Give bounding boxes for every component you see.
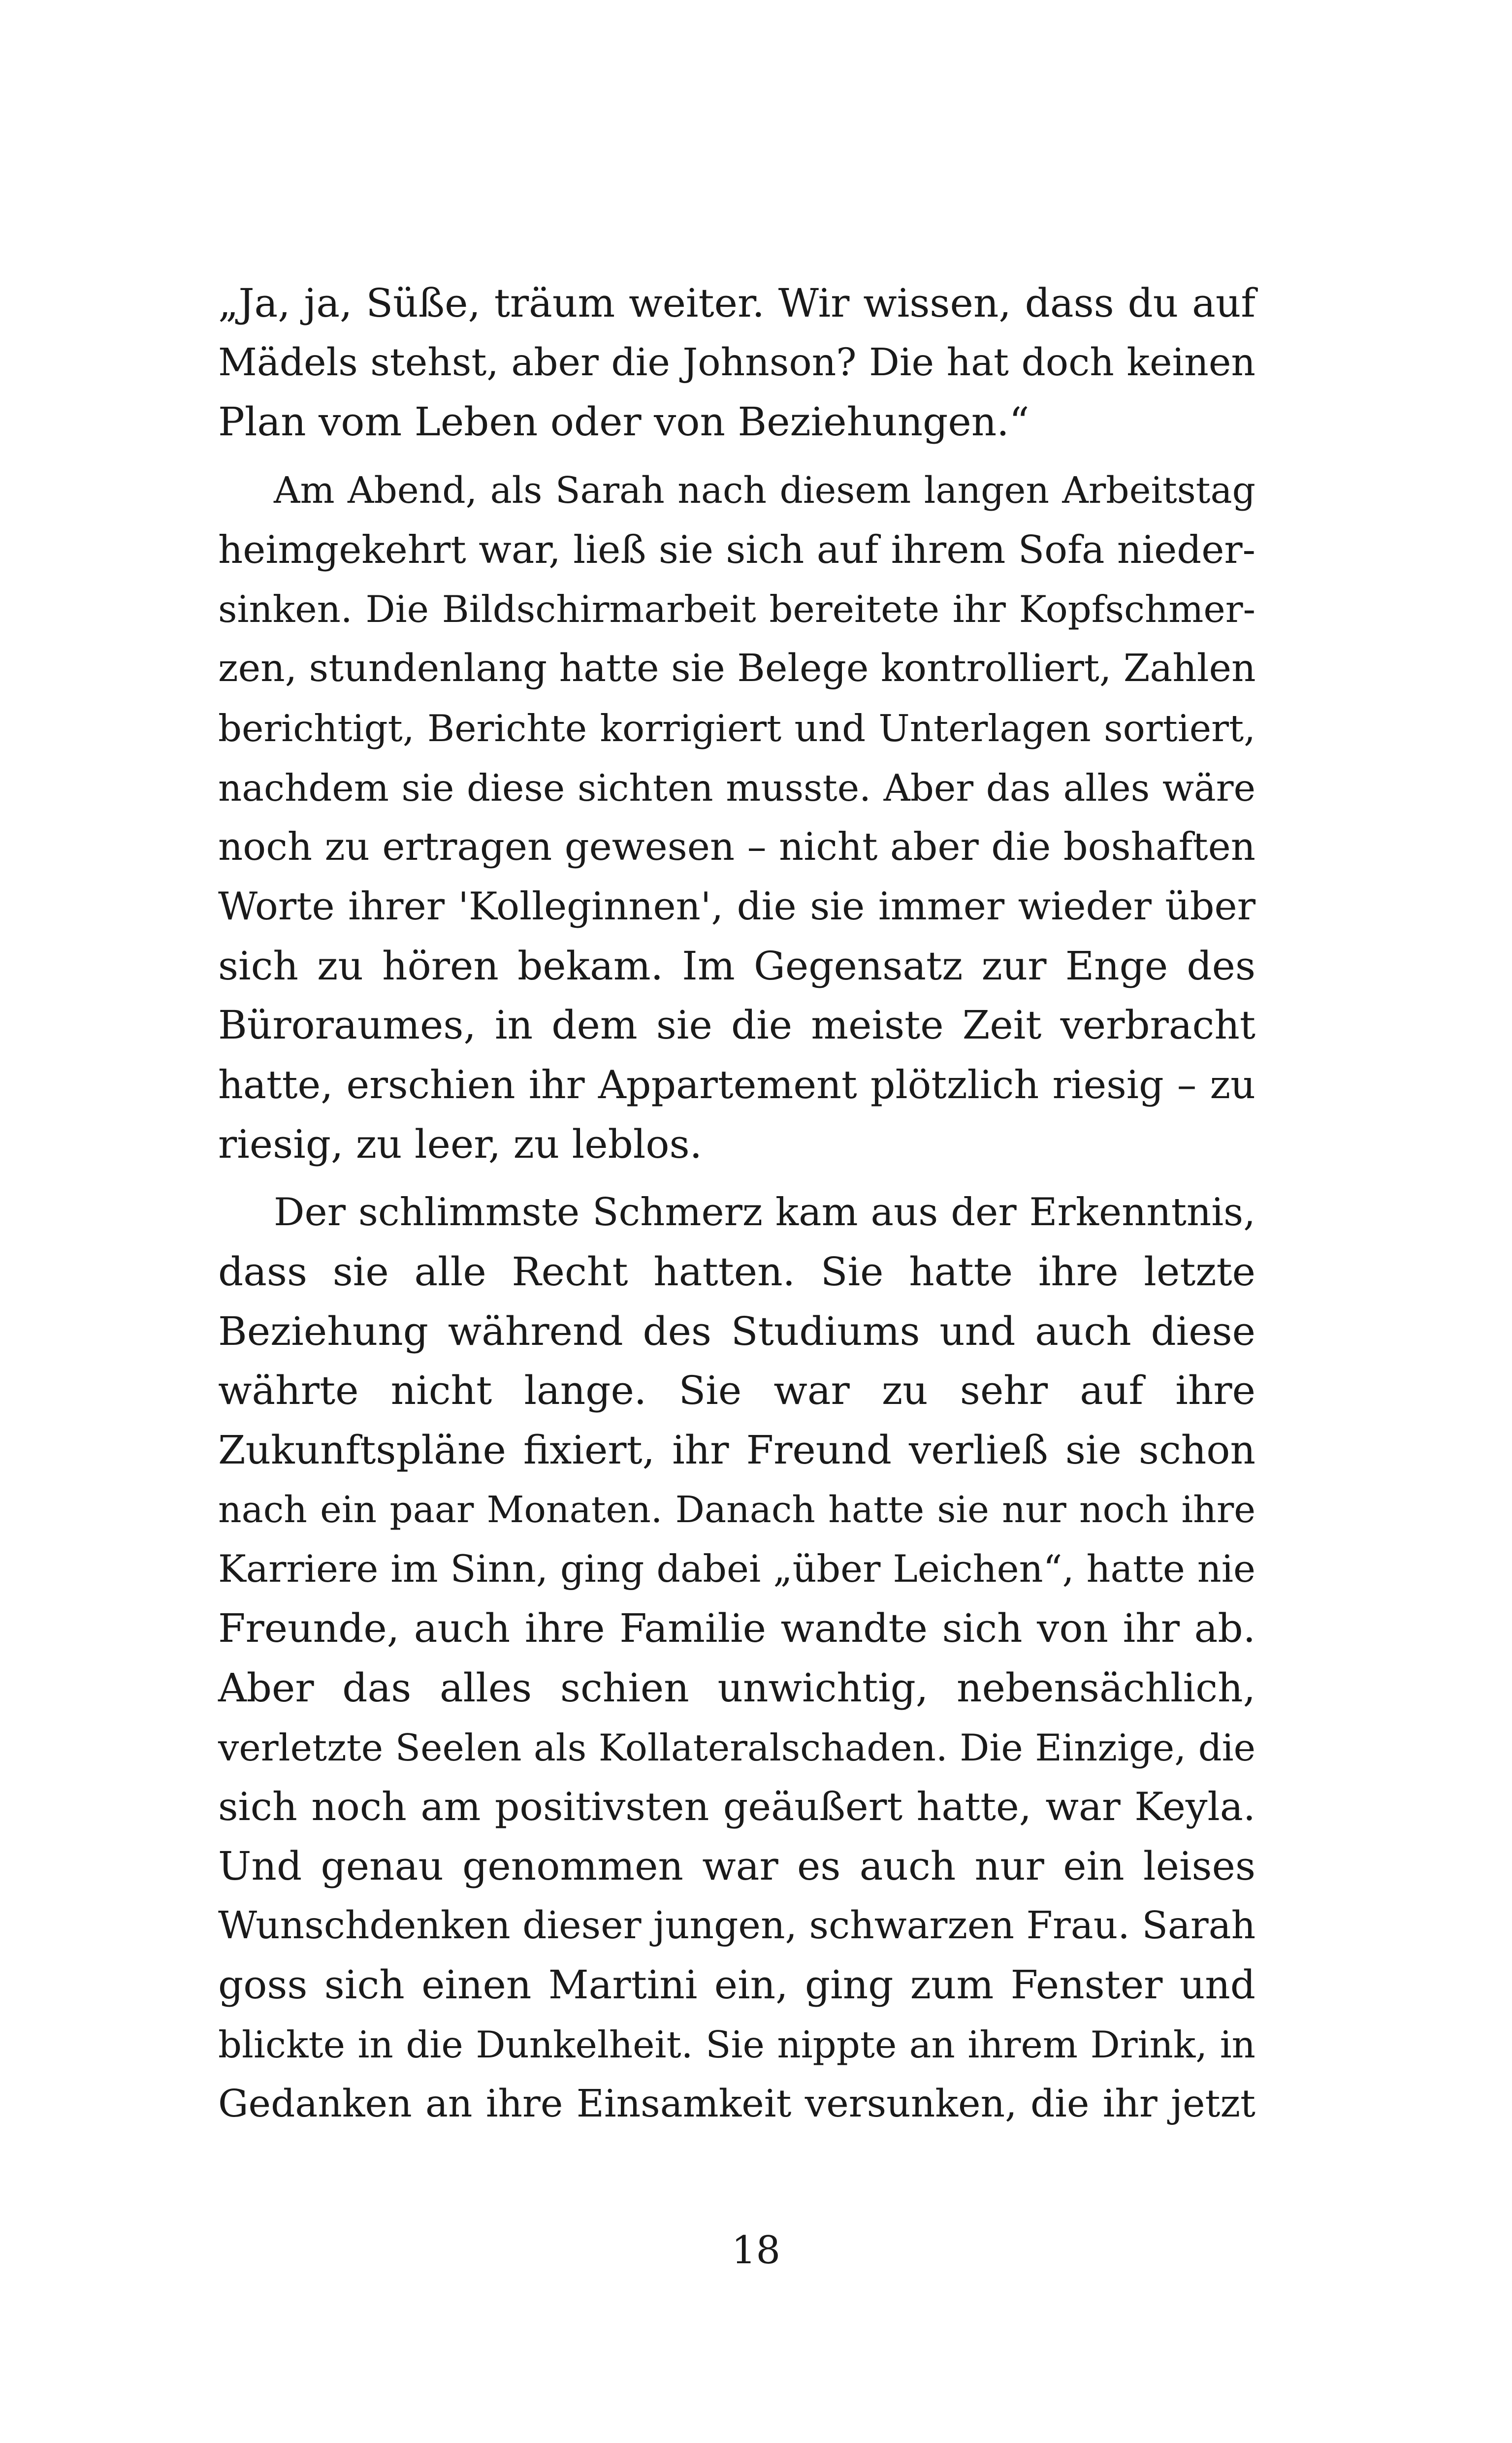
text-line: dass sie alle Recht hatten. Sie hatte ihre letzte (218, 1249, 1255, 1295)
paragraph-3 (218, 1183, 1255, 2134)
text-line: Freunde, auch ihre Familie wandte sich von ihr ab. (218, 1605, 1255, 1652)
text-line: Am Abend, als Sarah nach diesem langen Arbeitstag (274, 469, 1255, 512)
paragraph-gap (218, 452, 1255, 461)
page-body (218, 274, 1255, 2134)
text-line: berichtigt, Berichte korrigiert und Unterlagen sortiert, (218, 706, 1255, 750)
text-line: goss sich einen Martini ein, ging zum Fenster und (218, 1962, 1255, 2008)
paragraph-gap (218, 1174, 1255, 1183)
text-line: nach ein paar Monaten. Danach hatte sie nur noch ihre (218, 1488, 1255, 1531)
text-line: Mädels stehst, aber die Johnson? Die hat doch keinen (218, 340, 1255, 385)
text-line: Beziehung während des Studiums und auch diese (218, 1308, 1255, 1354)
text-line: Karriere im Sinn, ging dabei „über Leichen“, hatte nie (218, 1547, 1255, 1591)
text-line: zen, stundenlang hatte sie Belege kontrolliert, Zahlen (218, 647, 1256, 691)
text-line: Und genau genommen war es auch nur ein leises (218, 1843, 1255, 1889)
text-line: heimgekehrt war, ließ sie sich auf ihrem Sofa nieder- (218, 527, 1255, 572)
text-line: sich noch am positivsten geäußert hatte, war Keyla. (218, 1784, 1255, 1830)
text-line: hatte, erschien ihr Appartement plötzlich riesig – zu (218, 1062, 1255, 1107)
text-line: sinken. Die Bildschirmarbeit bereitete ihr Kopfschmer- (218, 587, 1255, 631)
text-line: Plan vom Leben oder von Beziehungen.“ (218, 399, 1029, 445)
text-line: Büroraumes, in dem sie die meiste Zeit verbracht (218, 1002, 1255, 1048)
text-line: Gedanken an ihre Einsamkeit versunken, die ihr jetzt (218, 2082, 1255, 2126)
text-line: Der schlimmste Schmerz kam aus der Erkenntnis, (274, 1190, 1255, 1235)
text-line: blickte in die Dunkelheit. Sie nippte an ihrem Drink, in (218, 2022, 1255, 2066)
text-line: Zukunftspläne fixiert, ihr Freund verließ sie schon (218, 1427, 1255, 1473)
text-line: riesig, zu leer, zu leblos. (218, 1121, 703, 1167)
page-number: 18 (731, 2228, 781, 2273)
text-line: noch zu ertragen gewesen – nicht aber die boshaften (218, 825, 1255, 870)
text-line: Worte ihrer 'Kolleginnen', die sie immer wieder über (218, 884, 1255, 929)
text-line: Aber das alles schien unwichtig, nebensächlich, (218, 1664, 1255, 1711)
text-line: nachdem sie diese sichten musste. Aber das alles wäre (218, 766, 1255, 810)
text-line: Wunschdenken dieser jungen, schwarzen Frau. Sarah (218, 1903, 1256, 1948)
text-line: verletzte Seelen als Kollateralschaden. Die Einzige, die (218, 1726, 1255, 1769)
paragraph-1 (218, 274, 1255, 452)
text-line: sich zu hören bekam. Im Gegensatz zur Enge des (218, 943, 1255, 989)
paragraph-2 (218, 461, 1255, 1174)
text-line: „Ja, ja, Süße, träum weiter. Wir wissen, dass du auf (218, 280, 1255, 326)
text-line: währte nicht lange. Sie war zu sehr auf ihre (218, 1368, 1255, 1414)
